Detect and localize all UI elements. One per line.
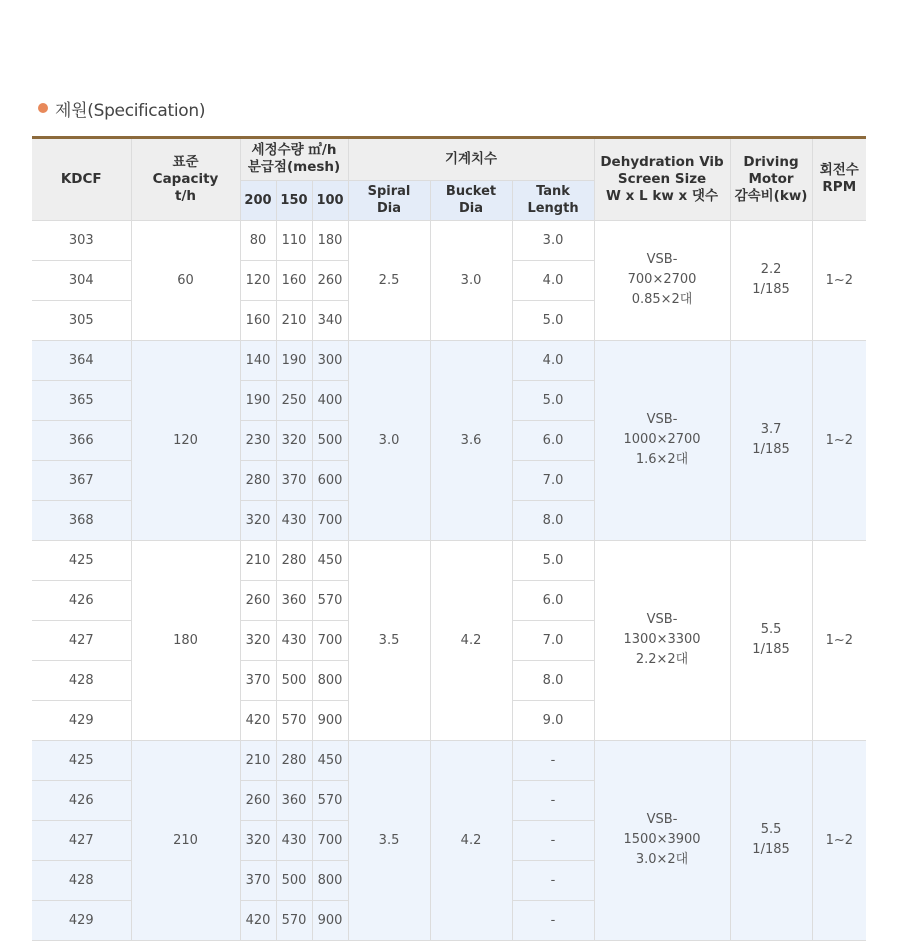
kdcf-cell: 304 — [32, 260, 131, 300]
mesh-150-cell: 280 — [276, 540, 312, 580]
mesh-200-cell: 210 — [240, 740, 276, 780]
capacity-cell: 180 — [131, 540, 240, 740]
tank-length-cell: 4.0 — [512, 340, 594, 380]
header-driving-motor: Driving Motor 감속비(kw) — [730, 139, 812, 220]
tank-length-cell: 8.0 — [512, 500, 594, 540]
kdcf-cell: 303 — [32, 220, 131, 260]
tank-length-cell: 5.0 — [512, 300, 594, 340]
mesh-150-cell: 280 — [276, 740, 312, 780]
tank-length-cell: 5.0 — [512, 540, 594, 580]
kdcf-cell: 365 — [32, 380, 131, 420]
mesh-100-cell: 900 — [312, 700, 348, 740]
kdcf-cell: 429 — [32, 700, 131, 740]
bucket-dia-cell: 4.2 — [430, 740, 512, 940]
mesh-100-cell: 570 — [312, 580, 348, 620]
mesh-100-cell: 400 — [312, 380, 348, 420]
mesh-100-cell: 500 — [312, 420, 348, 460]
tank-length-cell: 6.0 — [512, 420, 594, 460]
mesh-150-cell: 430 — [276, 620, 312, 660]
header-dehydration-screen: Dehydration Vib Screen Size W x L kw x 댓수 — [594, 139, 730, 220]
table-row — [32, 740, 866, 780]
mesh-150-cell: 500 — [276, 660, 312, 700]
screen-size-cell: VSB- 1300×3300 2.2×2대 — [594, 540, 730, 740]
spiral-dia-cell: 3.5 — [348, 540, 430, 740]
header-spiral-dia: Spiral Dia — [348, 180, 430, 220]
mesh-200-cell: 230 — [240, 420, 276, 460]
kdcf-cell: 428 — [32, 860, 131, 900]
capacity-cell: 120 — [131, 340, 240, 540]
mesh-100-cell: 300 — [312, 340, 348, 380]
table-row — [32, 340, 866, 380]
mesh-150-cell: 360 — [276, 780, 312, 820]
mesh-150-cell: 250 — [276, 380, 312, 420]
mesh-150-cell: 500 — [276, 860, 312, 900]
spec-table — [32, 139, 866, 941]
mesh-100-cell: 340 — [312, 300, 348, 340]
kdcf-cell: 368 — [32, 500, 131, 540]
mesh-200-cell: 120 — [240, 260, 276, 300]
mesh-200-cell: 320 — [240, 820, 276, 860]
mesh-200-cell: 420 — [240, 900, 276, 940]
tank-length-cell: - — [512, 780, 594, 820]
mesh-200-cell: 260 — [240, 580, 276, 620]
spiral-dia-cell: 3.0 — [348, 340, 430, 540]
table-row — [32, 540, 866, 580]
capacity-cell: 60 — [131, 220, 240, 340]
header-tank-length: Tank Length — [512, 180, 594, 220]
header-mesh-100: 100 — [312, 180, 348, 220]
screen-size-cell: VSB- 1500×3900 3.0×2대 — [594, 740, 730, 940]
mesh-150-cell: 430 — [276, 820, 312, 860]
tank-length-cell: 8.0 — [512, 660, 594, 700]
header-bucket-dia: Bucket Dia — [430, 180, 512, 220]
kdcf-cell: 429 — [32, 900, 131, 940]
mesh-150-cell: 160 — [276, 260, 312, 300]
kdcf-cell: 427 — [32, 620, 131, 660]
rpm-cell: 1~2 — [812, 740, 866, 940]
mesh-100-cell: 260 — [312, 260, 348, 300]
tank-length-cell: - — [512, 860, 594, 900]
header-kdcf: KDCF — [32, 139, 131, 220]
motor-cell: 5.5 1/185 — [730, 540, 812, 740]
kdcf-cell: 426 — [32, 780, 131, 820]
header-machine-dims: 기계치수 — [348, 139, 594, 180]
tank-length-cell: - — [512, 820, 594, 860]
spiral-dia-cell: 3.5 — [348, 740, 430, 940]
mesh-150-cell: 110 — [276, 220, 312, 260]
section-title: 제원(Specification) — [55, 100, 206, 121]
mesh-200-cell: 210 — [240, 540, 276, 580]
screen-size-cell: VSB- 1000×2700 1.6×2대 — [594, 340, 730, 540]
mesh-150-cell: 430 — [276, 500, 312, 540]
rpm-cell: 1~2 — [812, 540, 866, 740]
header-mesh-150: 150 — [276, 180, 312, 220]
mesh-100-cell: 900 — [312, 900, 348, 940]
mesh-200-cell: 190 — [240, 380, 276, 420]
mesh-100-cell: 180 — [312, 220, 348, 260]
mesh-200-cell: 420 — [240, 700, 276, 740]
mesh-100-cell: 800 — [312, 860, 348, 900]
header-rpm: 회전수 RPM — [812, 139, 866, 220]
motor-cell: 5.5 1/185 — [730, 740, 812, 940]
mesh-150-cell: 360 — [276, 580, 312, 620]
kdcf-cell: 426 — [32, 580, 131, 620]
kdcf-cell: 425 — [32, 540, 131, 580]
tank-length-cell: 3.0 — [512, 220, 594, 260]
motor-cell: 2.2 1/185 — [730, 220, 812, 340]
mesh-200-cell: 160 — [240, 300, 276, 340]
mesh-200-cell: 280 — [240, 460, 276, 500]
spiral-dia-cell: 2.5 — [348, 220, 430, 340]
mesh-150-cell: 370 — [276, 460, 312, 500]
header-capacity: 표준 Capacity t/h — [131, 139, 240, 220]
mesh-100-cell: 600 — [312, 460, 348, 500]
table-body — [32, 220, 866, 940]
screen-size-cell: VSB- 700×2700 0.85×2대 — [594, 220, 730, 340]
kdcf-cell: 428 — [32, 660, 131, 700]
mesh-100-cell: 700 — [312, 500, 348, 540]
mesh-100-cell: 700 — [312, 820, 348, 860]
mesh-150-cell: 570 — [276, 700, 312, 740]
rpm-cell: 1~2 — [812, 340, 866, 540]
header-wash-water: 세정수량 ㎥/h 분급점(mesh) — [240, 139, 348, 180]
kdcf-cell: 367 — [32, 460, 131, 500]
tank-length-cell: 4.0 — [512, 260, 594, 300]
tank-length-cell: 7.0 — [512, 620, 594, 660]
mesh-100-cell: 700 — [312, 620, 348, 660]
mesh-200-cell: 370 — [240, 860, 276, 900]
bucket-dia-cell: 4.2 — [430, 540, 512, 740]
mesh-100-cell: 450 — [312, 740, 348, 780]
tank-length-cell: - — [512, 740, 594, 780]
kdcf-cell: 366 — [32, 420, 131, 460]
tank-length-cell: - — [512, 900, 594, 940]
mesh-200-cell: 140 — [240, 340, 276, 380]
mesh-200-cell: 320 — [240, 500, 276, 540]
mesh-100-cell: 800 — [312, 660, 348, 700]
mesh-150-cell: 190 — [276, 340, 312, 380]
mesh-200-cell: 370 — [240, 660, 276, 700]
tank-length-cell: 9.0 — [512, 700, 594, 740]
motor-cell: 3.7 1/185 — [730, 340, 812, 540]
mesh-150-cell: 210 — [276, 300, 312, 340]
mesh-200-cell: 320 — [240, 620, 276, 660]
mesh-200-cell: 80 — [240, 220, 276, 260]
mesh-100-cell: 450 — [312, 540, 348, 580]
mesh-200-cell: 260 — [240, 780, 276, 820]
table-header — [32, 139, 866, 220]
tank-length-cell: 6.0 — [512, 580, 594, 620]
tank-length-cell: 7.0 — [512, 460, 594, 500]
table-row — [32, 220, 866, 260]
kdcf-cell: 364 — [32, 340, 131, 380]
bullet-dot-icon — [38, 103, 48, 113]
rpm-cell: 1~2 — [812, 220, 866, 340]
mesh-150-cell: 570 — [276, 900, 312, 940]
bucket-dia-cell: 3.6 — [430, 340, 512, 540]
kdcf-cell: 427 — [32, 820, 131, 860]
mesh-100-cell: 570 — [312, 780, 348, 820]
bucket-dia-cell: 3.0 — [430, 220, 512, 340]
kdcf-cell: 305 — [32, 300, 131, 340]
section-heading — [38, 96, 205, 120]
kdcf-cell: 425 — [32, 740, 131, 780]
tank-length-cell: 5.0 — [512, 380, 594, 420]
header-mesh-200: 200 — [240, 180, 276, 220]
capacity-cell: 210 — [131, 740, 240, 940]
mesh-150-cell: 320 — [276, 420, 312, 460]
